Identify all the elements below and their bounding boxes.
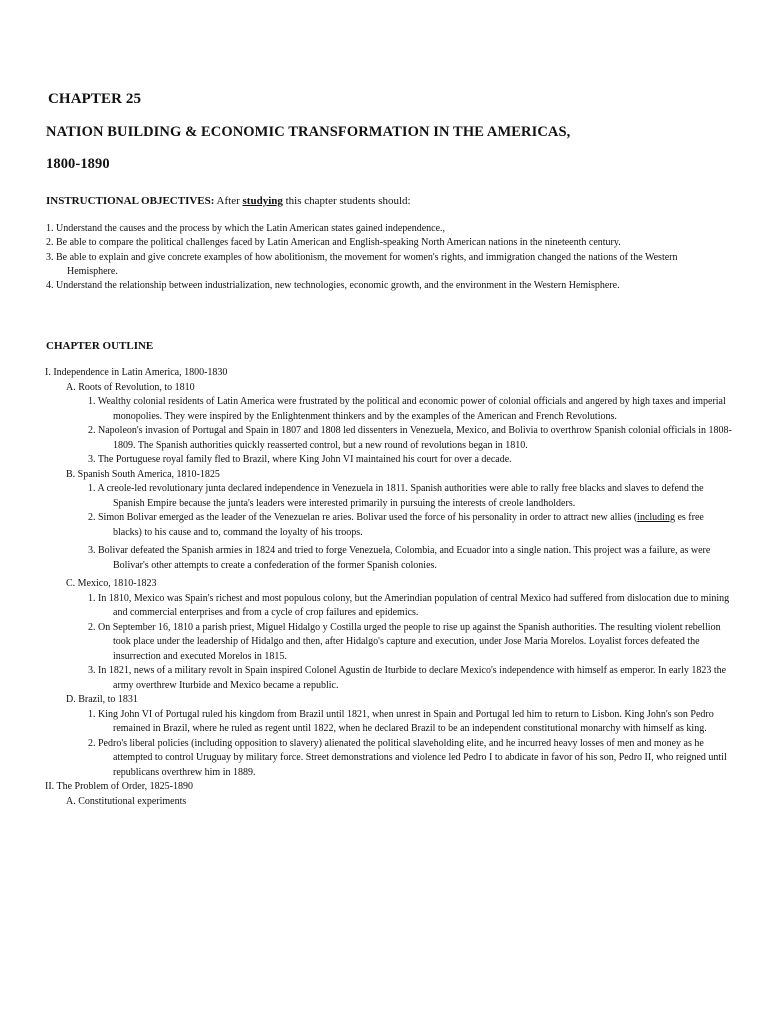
outline-item: 2. Pedro's liberal policies (including opposition to slavery) alienated the political slaveholding elite, and he incurred heavy losses of men and money as he attempted to control Uruguay by military force. Street demonstrations and violence led Pedro I to abdicate in favor of his son, Pedro II, who reigned until republicans overthrew him in 1889. bbox=[88, 737, 727, 778]
outline-item: 1. A creole-led revolutionary junta declared independence in Venezuela in 1811. Spanish authorities were able to rally free blacks and slaves to defend the Spanish Empire because the junta's leaders were interested primarily in pursuing the interests of creole landholders. bbox=[88, 483, 704, 509]
outline-item: 1. Wealthy colonial residents of Latin America were frustrated by the political and economic power of colonial officials and angered by high taxes and imperial monopolies. They were inspired by the Enlightenment thinkers and by the examples of the American and French Revolutions. bbox=[88, 396, 726, 422]
chapter-number: CHAPTER 25 bbox=[48, 91, 142, 107]
chapter-outline bbox=[45, 366, 735, 809]
objectives-intro-after: this chapter students should: bbox=[282, 195, 411, 207]
outline-item-text: es free blacks) to his cause and to, command the loyalty of his troops. bbox=[113, 512, 704, 538]
chapter-title-line-1: NATION BUILDING & ECONOMIC TRANSFORMATION IN THE AMERICAS, bbox=[46, 124, 571, 140]
outline-item: 3. The Portuguese royal family fled to Brazil, where King John VI maintained his court for over a decade. bbox=[88, 454, 512, 465]
outline-item: 1. In 1810, Mexico was Spain's richest and most populous colony, but the Amerindian population of central Mexico had suffered from dislocation due to mining and commercial enterprises and from a cycle of crop failures and epidemics. bbox=[88, 592, 730, 618]
objective-item: 1. Understand the causes and the process by which the Latin American states gained independence., bbox=[46, 223, 446, 234]
underlined-word: including bbox=[637, 512, 675, 523]
objectives-intro-before: After bbox=[214, 195, 243, 207]
outline-item: 2. Napoleon's invasion of Portugal and Spain in 1807 and 1808 led dissenters in Venezuela, Mexico, and Bolivia to overthrow Spanish colonial officials in 1808-1809. The Spanish authorities quickly reasserted control, but a new round of revolutions began in 1810. bbox=[88, 425, 732, 451]
outline-part-2-title: II. The Problem of Order, 1825-1890 bbox=[45, 781, 193, 792]
chapter-title-line-2: 1800-1890 bbox=[46, 156, 110, 172]
outline-section-title: A. Roots of Revolution, to 1810 bbox=[66, 381, 195, 393]
objectives-intro bbox=[46, 195, 411, 207]
outline-section-title: B. Spanish South America, 1810-1825 bbox=[66, 468, 220, 480]
outline-item: 3. In 1821, news of a military revolt in Spain inspired Colonel Agustin de Iturbide to declare Mexico's independence with himself as emperor. In early 1823 the army overthrew Iturbide and Mexico became a republic. bbox=[88, 665, 727, 691]
outline-part-1-title: I. Independence in Latin America, 1800-1830 bbox=[45, 367, 228, 378]
studying-word: studying bbox=[242, 195, 283, 207]
outline-item: 3. Bolivar defeated the Spanish armies in 1824 and tried to forge Venezuela, Colombia, and Ecuador into a single nation. This project was a failure, as were Bolivar's other attempts to create a confederation of the former Spanish colonies. bbox=[88, 545, 711, 571]
objective-item: 4. Understand the relationship between industrialization, new technologies, economic growth, and the environment in the Western Hemisphere. bbox=[46, 280, 620, 292]
outline-section-title: C. Mexico, 1810-1823 bbox=[66, 578, 157, 589]
outline-item: 1. King John VI of Portugal ruled his kingdom from Brazil until 1821, when unrest in Spain and Portugal led him to return to Lisbon. King John's son Pedro remained in Brazil, where he ruled as regent until 1822, when he declared Brazil to be an independent constitutional monarchy with himself as king. bbox=[88, 708, 714, 734]
outline-heading: CHAPTER OUTLINE bbox=[46, 340, 154, 352]
objective-item: 3. Be able to explain and give concrete examples of how abolitionism, the movement for women's rights, and immigration changed the nations of the Western Hemisphere. bbox=[46, 251, 678, 277]
outline-item: 2. On September 16, 1810 a parish priest, Miguel Hidalgo y Costilla urged the people to rise up against the Spanish authorities. The resulting violent rebellion took place under the leadership of Hidalgo and then, after Hidalgo's capture and execution, under Jose Maria Morelos. Loyalist forces defeated the insurrection and executed Morelos in 1815. bbox=[88, 621, 721, 662]
objectives-label: INSTRUCTIONAL OBJECTIVES: bbox=[46, 195, 215, 207]
objectives-list bbox=[46, 222, 726, 293]
outline-item-text: 2. Simon Bolivar emerged as the leader of the Venezuelan re aries. Bolivar used the force of his personality in order to attract new allies ( bbox=[88, 512, 638, 523]
objective-item: 2. Be able to compare the political challenges faced by Latin American and English-speaking North American nations in the nineteenth century. bbox=[46, 237, 621, 249]
outline-section-title: D. Brazil, to 1831 bbox=[66, 694, 138, 705]
outline-section-title: A. Constitutional experiments bbox=[66, 795, 187, 807]
outline-item bbox=[45, 511, 735, 540]
